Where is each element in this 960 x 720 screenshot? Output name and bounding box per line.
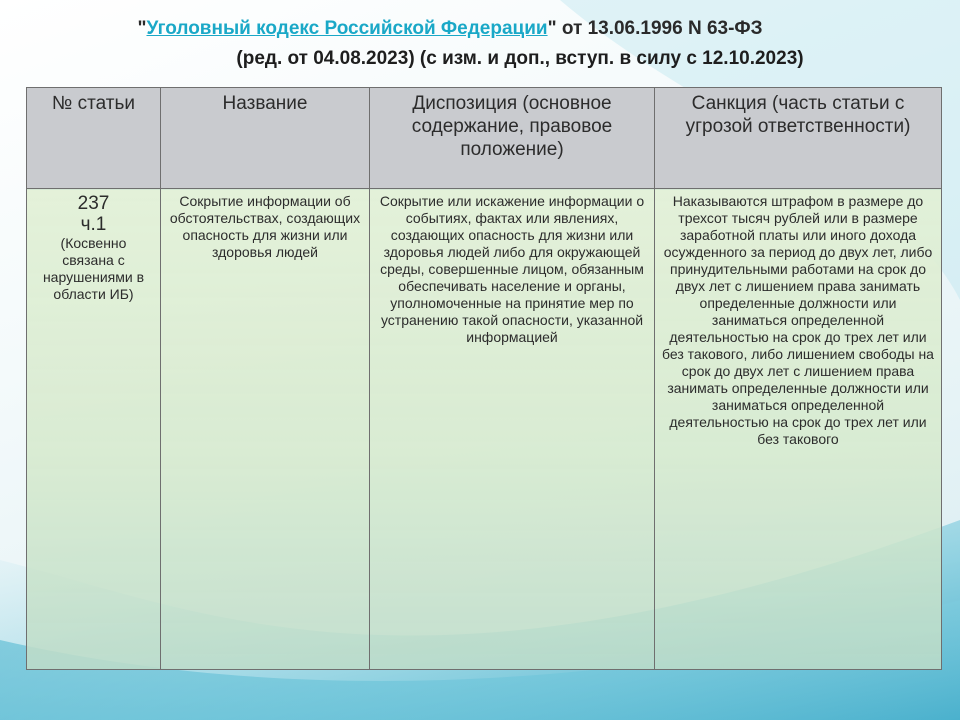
header-sanction: Санкция (часть статьи с угрозой ответственности) xyxy=(655,88,942,189)
header-name: Название xyxy=(161,88,370,189)
document-subtitle: (ред. от 04.08.2023) (с изм. и доп., вступ. в силу с 12.10.2023) xyxy=(236,48,804,69)
article-part: ч.1 xyxy=(80,214,107,235)
title-quote: " xyxy=(137,18,147,39)
cell-disposition: Сокрытие или искажение информации о событиях, фактах или явлениях, создающих опасность для жизни или здоровья людей либо для окружающей среды, совершенные лицом, обязанным обеспечивать население и органы, уполномоченные на принятие мер по устранению такой опасности, указанной информацией xyxy=(370,189,655,670)
header-article-number: № статьи xyxy=(27,88,161,189)
criminal-code-link[interactable]: Уголовный кодекс Российской Федерации xyxy=(146,18,548,39)
article-number: 237 xyxy=(77,193,110,214)
table-row xyxy=(27,189,942,670)
title-date-number: " от 13.06.1996 N 63-ФЗ xyxy=(547,18,763,39)
cell-article-number xyxy=(27,189,161,670)
law-article-table xyxy=(26,87,942,670)
article-note: (Косвенно связана с нарушениями в области ИБ) xyxy=(42,235,145,302)
document-title xyxy=(0,18,960,40)
header-disposition: Диспозиция (основное содержание, правовое положение) xyxy=(370,88,655,189)
document-title-block xyxy=(0,18,960,70)
cell-article-name: Сокрытие информации об обстоятельствах, создающих опасность для жизни или здоровья людей xyxy=(161,189,370,670)
table-header-row xyxy=(27,88,942,189)
cell-sanction: Наказываются штрафом в размере до трехсот тысяч рублей или в размере заработной платы или иного дохода осужденного за период до двух лет, либо принудительными работами на срок до двух лет с лишением права занимать определенные должности или заниматься определенной деятельностью на срок до трех лет или без такового, либо лишением свободы на срок до двух лет с лишением права занимать определенные должности или заниматься определенной деятельностью на срок до трех лет или без такового xyxy=(655,189,942,670)
